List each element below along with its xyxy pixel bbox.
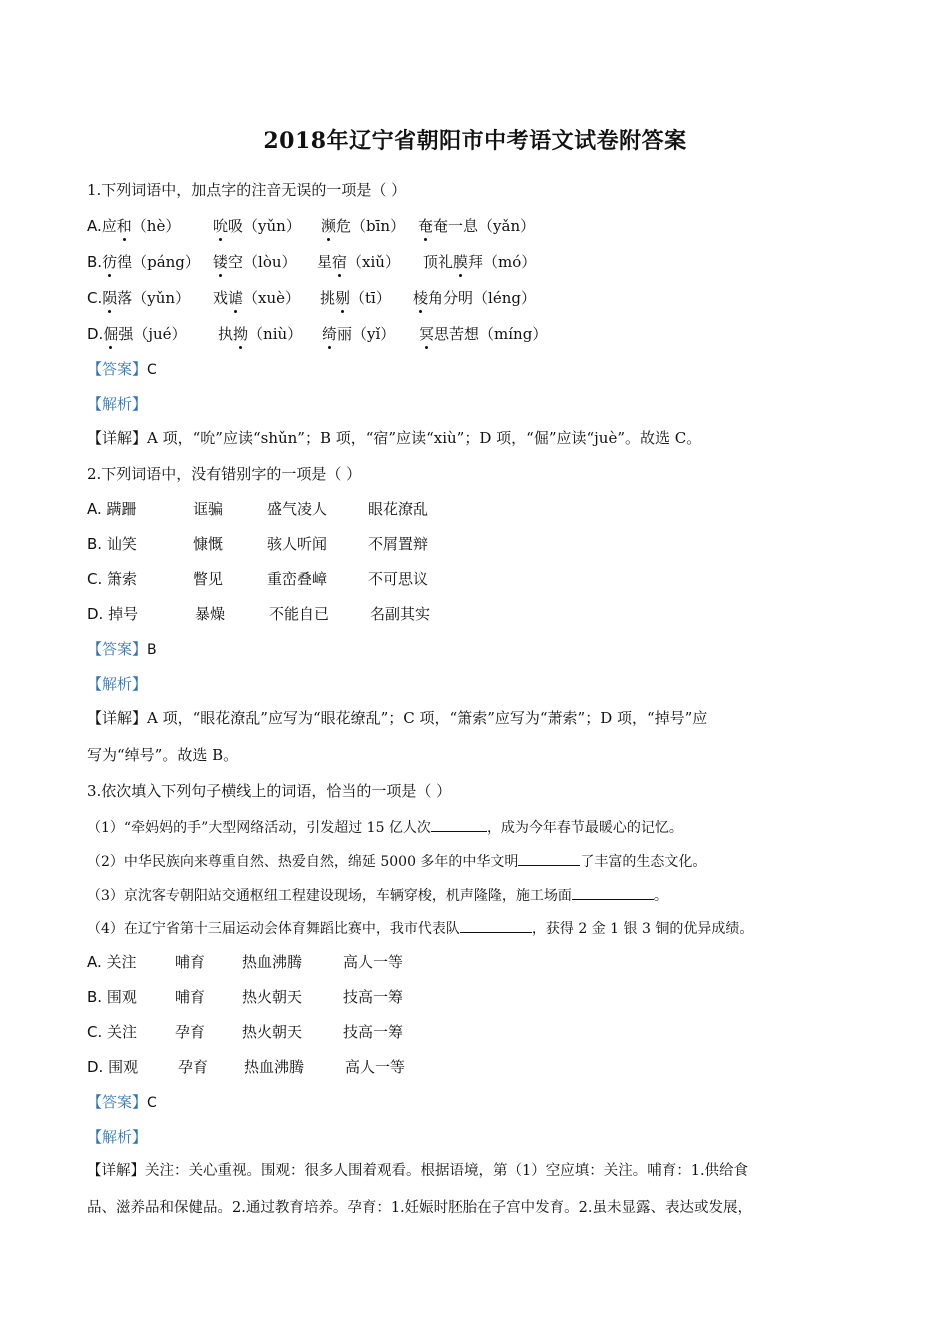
fill-blank-1 (431, 817, 487, 832)
q1-analysis-label: 【解析】 (87, 395, 148, 413)
q2-option-c: C. 箫索 瞥见 重峦叠嶂 不可思议 (87, 570, 429, 588)
q3-sentence-3: （3）京沈客专朝阳站交通枢纽工程建设现场，车辆穿梭，机声隆隆，施工场面 。 (87, 885, 668, 906)
q3-answer: 【答案】C (87, 1093, 157, 1111)
q1-stem: 1.下列词语中，加点字的注音无误的一项是（ ） (87, 181, 407, 199)
q2-stem: 2.下列词语中，没有错别字的一项是（ ） (87, 465, 362, 483)
q3-stem: 3.依次填入下列句子横线上的词语，恰当的一项是（ ） (87, 782, 452, 800)
q2-analysis-label: 【解析】 (87, 675, 148, 693)
fill-blank-3 (572, 885, 654, 900)
q3-option-c: C. 关注 孕育 热火朝天 技高一筹 (87, 1023, 404, 1041)
q3-detail-line-1: 【详解】关注：关心重视。围观：很多人围着观看。根据语境，第（1）空应填：关注。哺育：1.供给食 (87, 1163, 749, 1179)
page-title: 2018年辽宁省朝阳市中考语文试卷附答案 (263, 128, 687, 154)
q1-answer: 【答案】C (87, 360, 157, 378)
q2-detail-line-1: 【详解】A 项，“眼花潦乱”应写为“眼花缭乱”；C 项，“箫索”应写为“萧索”；D 项，“掉号”应 (87, 709, 708, 727)
q3-detail-line-2: 品、滋养品和保健品。2.通过教育培养。孕育：1.妊娠时胚胎在子宫中发育。2.虽未显露、表达或发展， (87, 1200, 752, 1216)
q3-sentence-1: （1）“牵妈妈的手”大型网络活动，引发超过 15 亿人次 ，成为今年春节最暖心的记忆。 (87, 817, 683, 838)
q2-option-a: A. 蹒跚 诓骗 盛气凌人 眼花潦乱 (87, 500, 429, 518)
q2-option-d: D. 掉号 暴燥 不能自已 名副其实 (87, 605, 431, 623)
fill-blank-4 (460, 918, 532, 933)
q2-option-b: B. 讪笑 慷慨 骇人听闻 不屑置辩 (87, 535, 429, 553)
q3-sentence-2: （2）中华民族向来尊重自然、热爱自然，绵延 5000 多年的中华文明 了丰富的生态文化。 (87, 851, 706, 872)
q1-option-a: A.应和（hè） 吮吸（yǔn） 濒危（bīn） 奄奄一息（yǎn） (87, 217, 536, 235)
q1-option-b: B.彷徨（páng） 镂空（lòu） 星宿（xiǔ） 顶礼膜拜（mó） (87, 253, 537, 271)
q3-analysis-label: 【解析】 (87, 1128, 148, 1146)
q2-detail-line-2: 写为“绰号”。故选 B。 (87, 746, 239, 764)
q3-sentence-4: （4）在辽宁省第十三届运动会体育舞蹈比赛中，我市代表队 ，获得 2 金 1 银 3 铜的优异成绩。 (87, 918, 753, 939)
q3-option-b: B. 围观 哺育 热火朝天 技高一筹 (87, 988, 404, 1006)
q1-option-c: C.陨落（yǔn） 戏谑（xuè） 挑剔（tī） 棱角分明（léng） (87, 289, 536, 307)
q1-option-d: D.倔强（jué） 执拗（niù） 绮丽（yǐ） 冥思苦想（míng） (87, 325, 548, 343)
q3-option-d: D. 围观 孕育 热血沸腾 高人一等 (87, 1058, 406, 1076)
q1-detail: 【详解】A 项，“吮”应读“shǔn”；B 项，“宿”应读“xiù”；D 项，“倔”应读“juè”。故选 C。 (87, 429, 702, 447)
q2-answer: 【答案】B (87, 640, 157, 658)
q3-option-a: A. 关注 哺育 热血沸腾 高人一等 (87, 953, 404, 971)
fill-blank-2 (518, 851, 580, 866)
